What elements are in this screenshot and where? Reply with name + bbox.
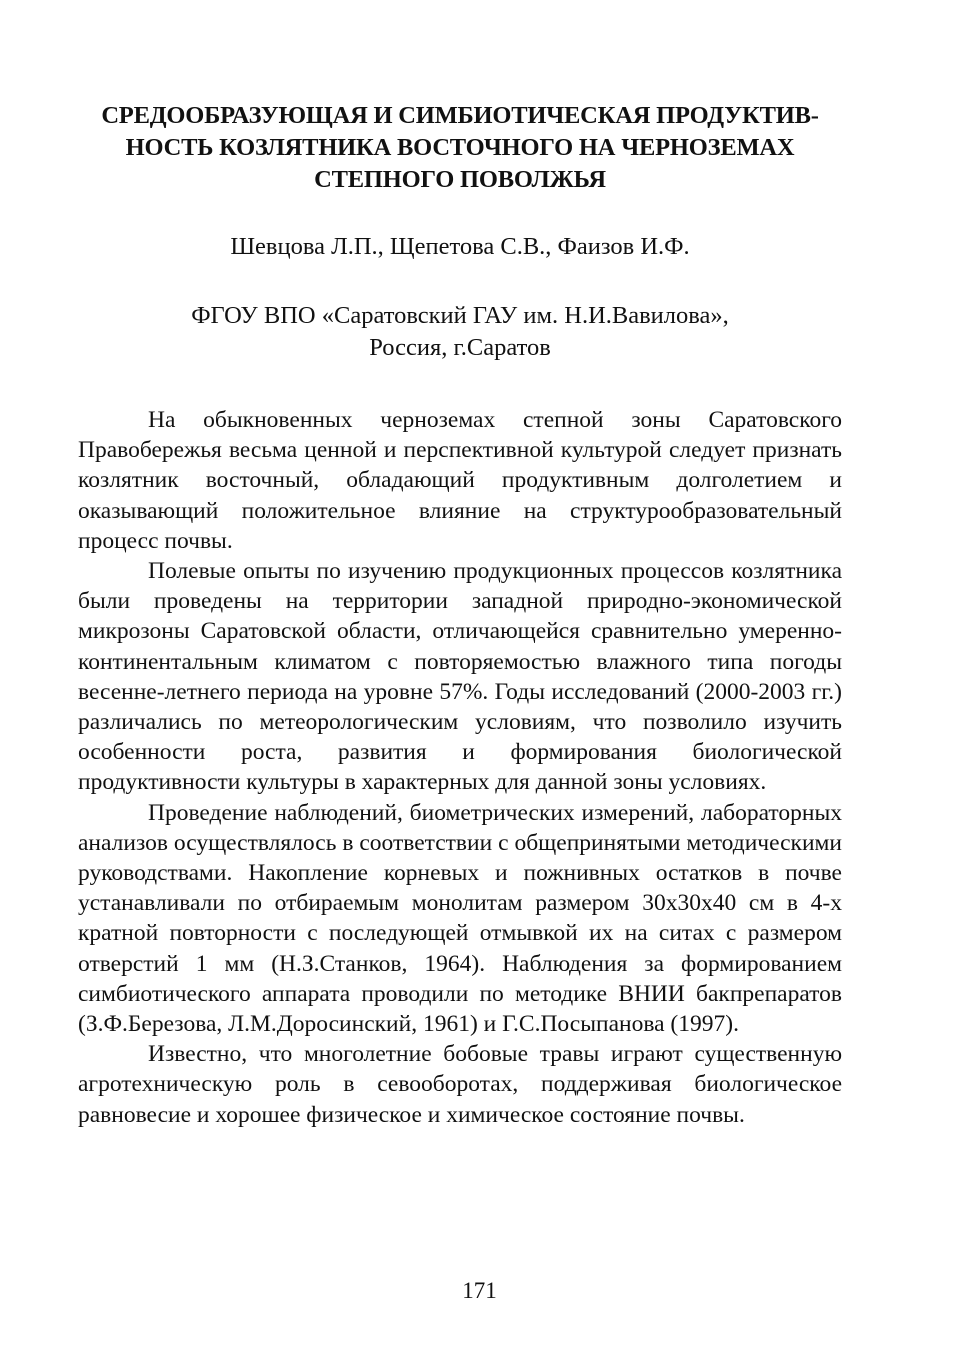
affiliation [78,300,842,364]
paragraph: Известно, что многолетние бобовые травы играют существенную агротехническую роль в севооборотах, поддерживая биологическое равновесие и хорошее физическое и химическое состояние почвы. [78,1041,842,1128]
body-text [78,405,842,1130]
affiliation-line: Россия, г.Саратов [369,334,551,361]
title-line: НОСТЬ КОЗЛЯТНИКА ВОСТОЧНОГО НА ЧЕРНОЗЕМАХ [125,134,795,161]
affiliation-line: ФГОУ ВПО «Саратовский ГАУ им. Н.И.Вавилова», [191,302,729,329]
article [78,100,842,1130]
paragraph: Проведение наблюдений, биометрических измерений, лабораторных анализов осуществлялось в соответствии с общепринятыми методическими руководствами. Накопление корневых и пожнивных остатков в почве устанавливали по отбираемым монолитам размером 30х30х40 см в 4-х кратной повторности с последующей отмывкой их на ситах с размером отверстий 1 мм (Н.З.Станков, 1964). Наблюдения за формированием симбиотического аппарата проводили по методике ВНИИ бакпрепаратов (З.Ф.Березова, Л.М.Доросинский, 1961) и Г.С.Посыпанова (1997). [78,799,842,1038]
paragraph: На обыкновенных черноземах степной зоны Саратовского Правобережья весьма ценной и перспективной культурой следует признать козлятник восточный, обладающий продуктивным долголетием и оказывающий положительное влияние на структурообразовательный процесс почвы. [78,407,842,554]
page-number: 171 [462,1278,497,1303]
article-title [78,100,842,196]
title-line: СРЕДООБРАЗУЮЩАЯ И СИМБИОТИЧЕСКАЯ ПРОДУКТИВ- [101,102,819,129]
paragraph: Полевые опыты по изучению продукционных процессов козлятника были проведены на территории западной природно-экономической микрозоны Саратовской области, отличающейся сравнительно умеренно-континентальным климатом с повторяемостью влажного типа погоды весенне-летнего периода на уровне 57%. Годы исследований (2000-2003 гг.) различались по метеорологическим условиям, что позволило изучить особенности роста, развития и формирования биологической продуктивности культуры в характерных для данной зоны условиях. [78,558,842,796]
title-line: СТЕПНОГО ПОВОЛЖЬЯ [314,166,606,193]
authors: Шевцова Л.П., Щепетова С.В., Фаизов И.Ф. [230,233,690,260]
